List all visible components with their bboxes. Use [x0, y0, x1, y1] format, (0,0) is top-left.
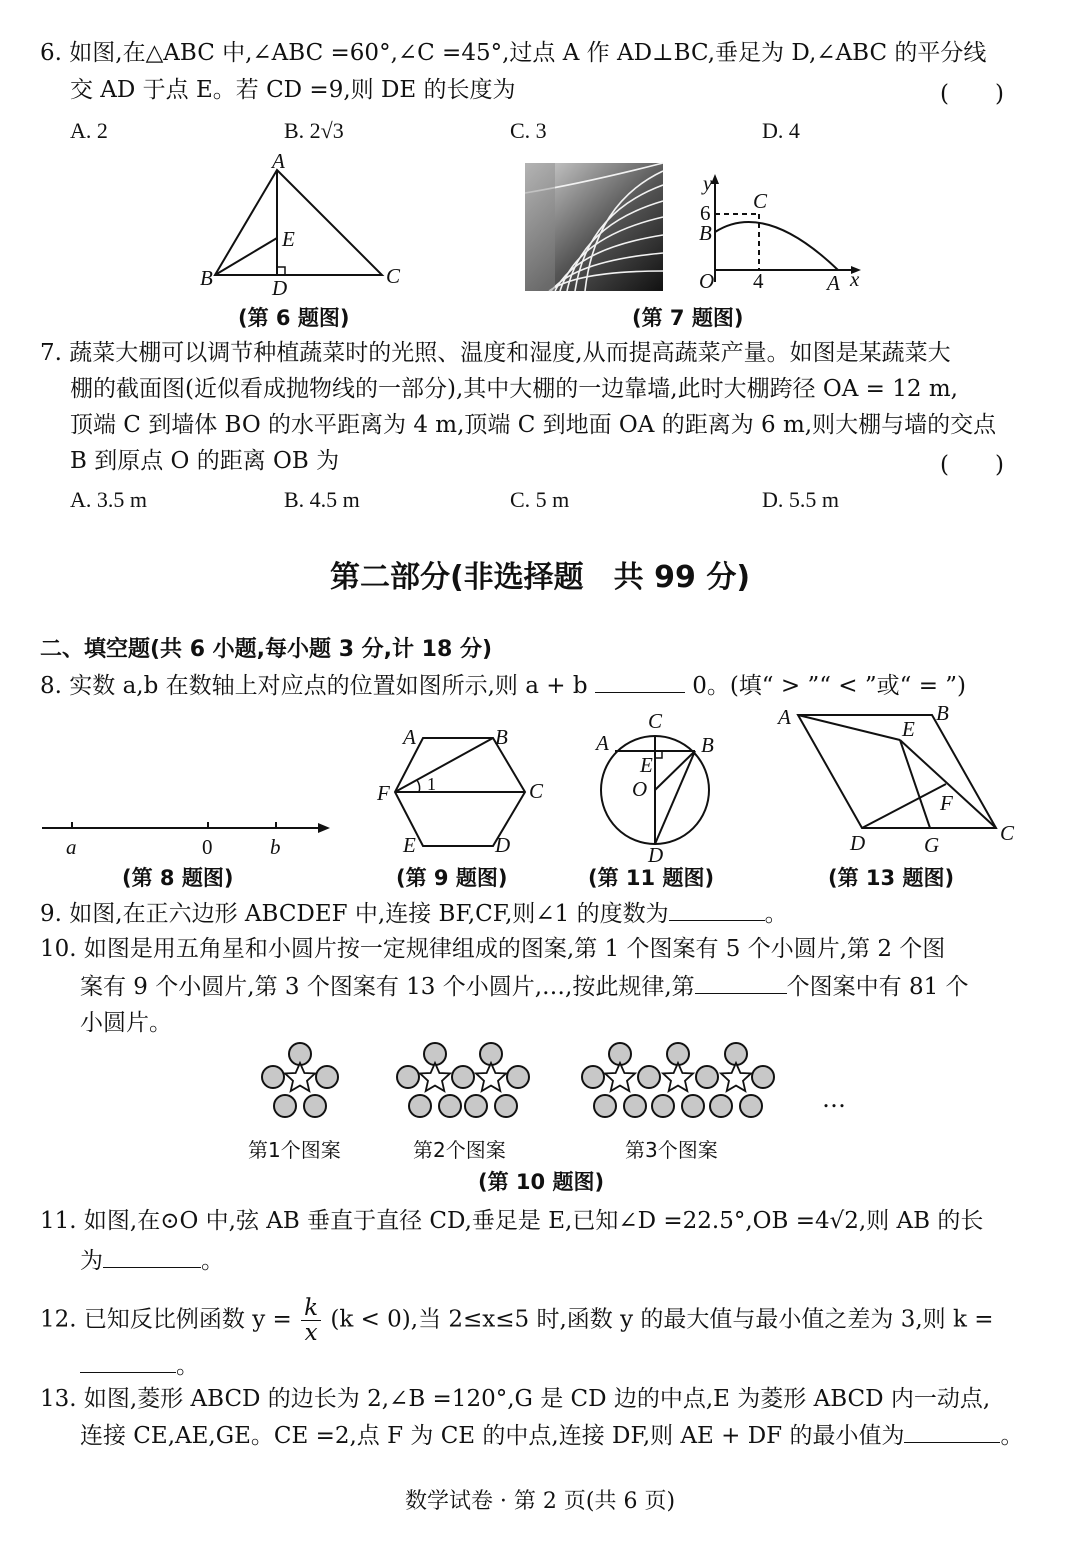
q6-option-a: A. 2 [70, 118, 108, 143]
label-A: A [272, 149, 285, 173]
q7-option-b: B. 4.5 m [284, 487, 360, 512]
label-A: A [596, 731, 609, 755]
label-F: F [377, 781, 390, 805]
q11-line2a: 为 [80, 1248, 103, 1274]
pattern-2 [397, 1043, 529, 1117]
q6-line2: 交 AD 于点 E。若 CD =9,则 DE 的长度为 [70, 77, 516, 103]
q12-frac-num: k [301, 1296, 321, 1321]
section2-heading: 二、填空题(共 6 小题,每小题 3 分,计 18 分) [40, 637, 493, 662]
q9-text [40, 898, 788, 929]
q7-line4: B 到原点 O 的距离 OB 为 [70, 448, 340, 474]
q6-option-b: B. 2√3 [284, 118, 344, 143]
q6-caption: (第 6 题图) [238, 306, 350, 330]
label-B: B [701, 733, 714, 757]
label-F: F [940, 791, 953, 815]
label-C: C [648, 709, 663, 733]
q13-line2a: 连接 CE,AE,GE。CE =2,点 F 为 CE 的中点,连接 DF,则 AE + DF 的最小值为 [80, 1423, 905, 1449]
label-C: C [1000, 821, 1015, 845]
segment-ob [655, 751, 695, 790]
q6-option-d: D. 4 [762, 118, 800, 143]
q7-option-c: C. 5 m [510, 487, 570, 512]
q10-line2b: 个图案中有 81 个 [786, 974, 969, 1000]
q11-line2 [80, 1245, 224, 1276]
q10-line1: 10. 如图是用五角星和小圆片按一定规律组成的图案,第 1 个图案有 5 个小圆片,第 2 个图 [40, 936, 946, 962]
q10-ellipsis: … [822, 1085, 846, 1113]
q9-caption: (第 9 题图) [396, 866, 508, 890]
rhombus [798, 715, 996, 828]
label-1: 1 [427, 774, 436, 794]
q12-line1 [40, 1296, 993, 1345]
label-x: x [850, 267, 860, 291]
part2-title: 第二部分(非选择题 共 99 分) [329, 560, 751, 595]
label-G: G [924, 833, 940, 857]
label-a: a [66, 835, 77, 859]
q9-text-end: 。 [764, 901, 788, 927]
q7-line1: 7. 蔬菜大棚可以调节种植蔬菜时的光照、温度和湿度,从而提高蔬菜产量。如图是某蔬菜大 [40, 340, 951, 366]
q6-figure [190, 150, 420, 300]
q7-caption: (第 7 题图) [632, 306, 744, 330]
bisector-be [215, 238, 277, 275]
q9-answer-blank[interactable] [669, 898, 765, 921]
label-A: A [827, 271, 840, 295]
label-D: D [850, 831, 866, 855]
q9-figure [375, 720, 545, 860]
q13-line2 [80, 1420, 1023, 1451]
pattern-3 [582, 1043, 774, 1117]
q6-answer-paren: ( ) [940, 81, 1004, 107]
q11-caption: (第 11 题图) [588, 866, 715, 890]
q8-text-b: 0。(填“ > ”“ < ”或“ = ”) [692, 673, 967, 699]
q10-line3: 小圆片。 [80, 1010, 172, 1036]
q12-frac-den: x [304, 1320, 318, 1346]
q10-line2a: 案有 9 个小圆片,第 3 个图案有 13 个小圆片,…,按此规律,第 [80, 974, 695, 1000]
q7-figure [695, 170, 870, 295]
label-B: B [495, 725, 508, 749]
q13-figure [770, 700, 1030, 860]
label-E: E [640, 753, 653, 777]
label-E: E [403, 833, 416, 857]
label-0: 0 [202, 835, 213, 859]
q10-pattern-label-1: 第1个图案 [248, 1138, 341, 1162]
q7-line3: 顶端 C 到墙体 BO 的水平距离为 4 m,顶端 C 到地面 OA 的距离为 6 m,则大棚与墙的交点 [70, 412, 997, 438]
label-C: C [529, 779, 544, 803]
right-angle-mark [277, 267, 285, 275]
page-footer: 数学试卷 · 第 2 页(共 6 页) [404, 1489, 676, 1514]
label-C: C [386, 264, 401, 288]
parabola [715, 222, 838, 270]
segment-df [862, 784, 946, 828]
label-6: 6 [700, 201, 711, 225]
q12-fraction [301, 1296, 321, 1345]
label-B: B [200, 266, 213, 290]
label-C: C [753, 189, 768, 213]
pattern-1 [262, 1043, 338, 1117]
q9-text-main: 9. 如图,在正六边形 ABCDEF 中,连接 BF,CF,则∠1 的度数为 [40, 901, 669, 927]
q8-figure [40, 810, 340, 860]
greenhouse-photo [525, 163, 663, 291]
q10-line2 [80, 971, 969, 1002]
label-B: B [699, 221, 712, 245]
label-E: E [902, 717, 915, 741]
q10-caption: (第 10 题图) [478, 1170, 605, 1194]
q8-caption: (第 8 题图) [122, 866, 234, 890]
label-4: 4 [753, 269, 764, 293]
q12-suffix: (k < 0),当 2≤x≤5 时,函数 y 的最大值与最小值之差为 3,则 k = [330, 1306, 994, 1333]
label-D: D [495, 833, 511, 857]
q8-text-a: 8. 实数 a,b 在数轴上对应点的位置如图所示,则 a + b [40, 673, 588, 699]
segment-ae [798, 715, 900, 740]
q10-figure [250, 1040, 870, 1125]
q11-figure [590, 706, 730, 866]
q7-option-a: A. 3.5 m [70, 487, 147, 512]
q13-line2b: 。 [1000, 1423, 1024, 1449]
label-E: E [282, 227, 295, 251]
q7-option-d: D. 5.5 m [762, 487, 839, 512]
label-D: D [648, 843, 664, 867]
label-O: O [632, 777, 648, 801]
q10-pattern-label-3: 第3个图案 [625, 1138, 718, 1162]
q8-answer-blank[interactable] [595, 670, 685, 693]
label-A: A [778, 705, 791, 729]
q13-caption: (第 13 题图) [828, 866, 955, 890]
q6-line1: 6. 如图,在△ABC 中,∠ABC =60°,∠C =45°,过点 A 作 AD⊥BC,垂足为 D,∠ABC 的平分线 [40, 40, 987, 66]
q11-line1: 11. 如图,在⊙O 中,弦 AB 垂直于直径 CD,垂足是 E,已知∠D =22.5°,OB =4√2,则 AB 的长 [40, 1208, 984, 1234]
q12-line2-end: 。 [176, 1353, 199, 1379]
q12-answer-blank[interactable] [80, 1350, 176, 1373]
q11-line2b: 。 [201, 1248, 224, 1274]
label-B: B [936, 701, 949, 725]
q8-text [40, 670, 966, 701]
q10-answer-blank[interactable] [695, 971, 787, 994]
label-D: D [272, 276, 288, 300]
q13-line1: 13. 如图,菱形 ABCD 的边长为 2,∠B =120°,G 是 CD 边的中点,E 为菱形 ABCD 内一动点, [40, 1386, 991, 1412]
q12-prefix: 12. 已知反比例函数 y = [40, 1306, 292, 1333]
q6-option-c: C. 3 [510, 118, 547, 143]
label-A: A [403, 725, 416, 749]
q12-line2 [80, 1350, 199, 1381]
q13-answer-blank[interactable] [904, 1420, 1000, 1443]
label-b: b [270, 835, 281, 859]
q11-answer-blank[interactable] [103, 1245, 201, 1268]
label-y: y [703, 171, 713, 195]
q7-line2: 棚的截面图(近似看成抛物线的一部分),其中大棚的一边靠墙,此时大棚跨径 OA = 12 m, [70, 376, 958, 402]
q7-answer-paren: ( ) [940, 452, 1004, 478]
q10-pattern-label-2: 第2个图案 [413, 1138, 506, 1162]
label-O: O [699, 269, 715, 293]
segment-db [655, 751, 695, 844]
